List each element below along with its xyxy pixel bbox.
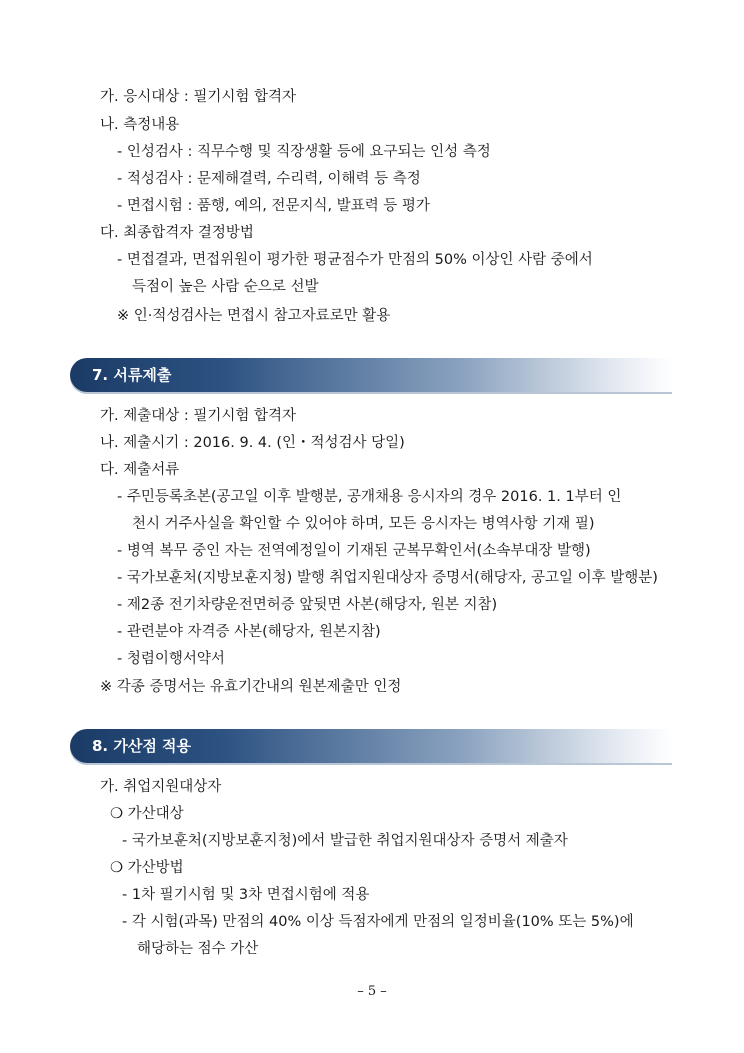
- text-line: - 면접결과, 면접위원이 평가한 평균점수가 만점의 50% 이상인 사람 중에서: [117, 252, 593, 268]
- text-line: - 제2종 전기차량운전면허증 앞뒷면 사본(해당자, 원본 지참): [117, 597, 498, 613]
- text-line: 다. 최종합격자 결정방법: [100, 225, 254, 241]
- note-line: ※ 각종 증명서는 유효기간내의 원본제출만 인정: [100, 679, 402, 695]
- text-line: 해당하는 점수 가산: [137, 941, 259, 957]
- section-heading-bar: [70, 358, 672, 392]
- text-line: 나. 제출시기 : 2016. 9. 4. (인・적성검사 당일): [100, 435, 405, 451]
- text-line: - 주민등록초본(공고일 이후 발행분, 공개채용 응시자의 경우 2016. 1. 1부터 인: [117, 489, 622, 505]
- page-number: – 5 –: [357, 984, 387, 999]
- text-line: - 청렴이행서약서: [117, 651, 225, 667]
- text-line: 나. 측정내용: [100, 117, 180, 133]
- section-heading: 7. 서류제출: [92, 366, 172, 384]
- text-line: 득점이 높은 사람 순으로 선발: [132, 279, 319, 295]
- text-line: - 관련분야 자격증 사본(해당자, 원본지참): [117, 624, 381, 640]
- text-line: - 국가보훈처(지방보훈지청)에서 발급한 취업지원대상자 증명서 제출자: [122, 833, 568, 849]
- bullet-line: ❍ 가산방법: [110, 860, 184, 876]
- section-heading-bar: [70, 729, 672, 763]
- note-line: ※ 인·적성검사는 면접시 참고자료로만 활용: [117, 308, 391, 324]
- text-line: - 국가보훈처(지방보훈지청) 발행 취업지원대상자 증명서(해당자, 공고일 이후 발행분): [117, 570, 658, 586]
- text-line: - 각 시험(과목) 만점의 40% 이상 득점자에게 만점의 일정비율(10% 또는 5%)에: [122, 914, 634, 930]
- bullet-line: ❍ 가산대상: [110, 806, 184, 822]
- text-line: - 인성검사 : 직무수행 및 직장생활 등에 요구되는 인성 측정: [117, 144, 491, 160]
- text-line: - 병역 복무 중인 자는 전역예정일이 기재된 군복무확인서(소속부대장 발행): [117, 543, 591, 559]
- text-line: - 면접시험 : 품행, 예의, 전문지식, 발표력 등 평가: [117, 198, 430, 214]
- text-line: 천시 거주사실을 확인할 수 있어야 하며, 모든 응시자는 병역사항 기재 필): [132, 516, 595, 532]
- text-line: 가. 응시대상 : 필기시험 합격자: [100, 89, 297, 105]
- text-line: 가. 취업지원대상자: [100, 779, 222, 795]
- text-line: - 적성검사 : 문제해결력, 수리력, 이해력 등 측정: [117, 171, 421, 187]
- text-line: 가. 제출대상 : 필기시험 합격자: [100, 408, 297, 424]
- section-heading: 8. 가산점 적용: [92, 737, 192, 755]
- text-line: 다. 제출서류: [100, 462, 180, 478]
- text-line: - 1차 필기시험 및 3차 면접시험에 적용: [122, 887, 370, 903]
